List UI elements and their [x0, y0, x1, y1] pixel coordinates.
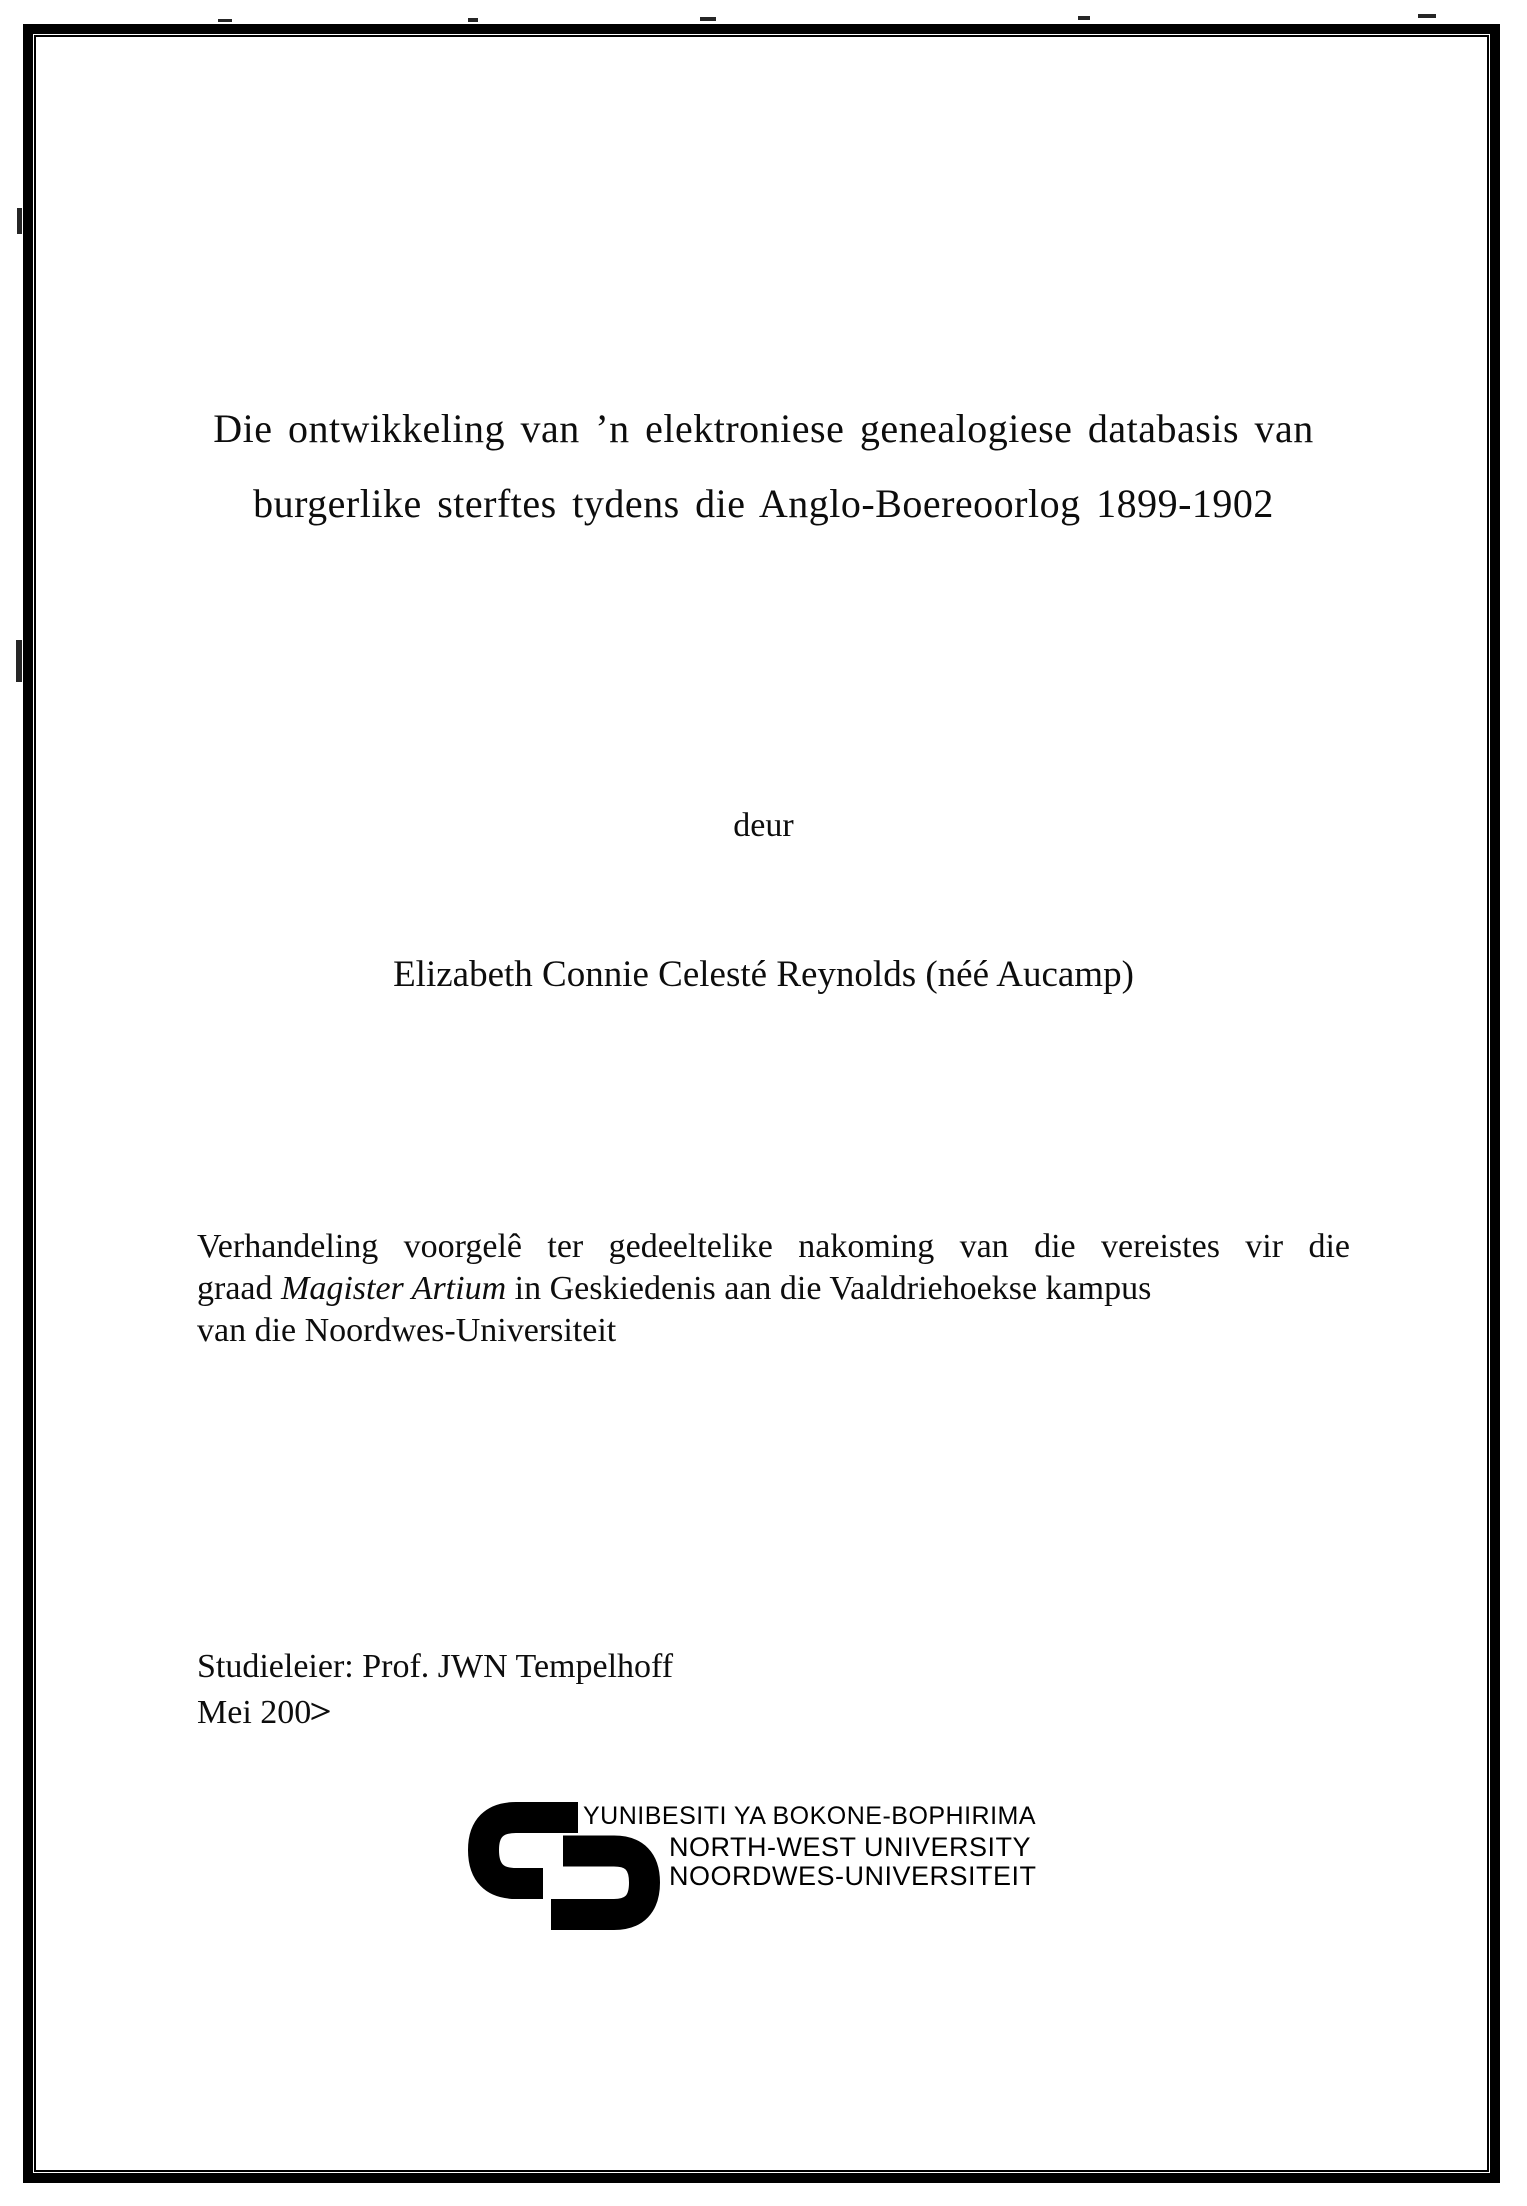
statement-line-3: van die Noordwes-Universiteit	[197, 1312, 617, 1349]
thesis-title	[90, 391, 1437, 541]
degree-name-italic: Magister Artium	[281, 1270, 507, 1307]
thesis-statement	[197, 1226, 1350, 1352]
author-name: Elizabeth Connie Celesté Reynolds (néé Aucamp)	[393, 954, 1134, 995]
distorted-digit-seven: >	[309, 1693, 333, 1732]
thesis-title-line-1: Die ontwikkeling van ’n elektroniese genealogiese databasis van	[213, 406, 1314, 451]
thesis-title-line-2: burgerlike sterftes tydens die Anglo-Boereoorlog 1899-1902	[253, 481, 1274, 526]
logo-text-setswana: YUNIBESITI YA BOKONE-BOPHIRIMA	[583, 1802, 1037, 1830]
scan-artifact	[1078, 16, 1090, 20]
supervisor-and-date	[197, 1644, 673, 1736]
statement-line-1: Verhandeling voorgelê ter gedeeltelike nakoming van die vereistes vir die	[197, 1228, 1350, 1265]
logo-d-link	[551, 1851, 645, 1915]
statement-line-2	[197, 1268, 1350, 1310]
logo-text-english: NORTH-WEST UNIVERSITY	[669, 1832, 1032, 1862]
scan-artifact	[700, 17, 716, 21]
scan-artifact	[218, 19, 232, 22]
statement-line-2-post: in Geskiedenis aan die Vaaldriehoekse kampus	[506, 1270, 1152, 1307]
scan-artifact	[17, 208, 22, 234]
scan-artifact	[16, 640, 22, 682]
scan-artifact	[1418, 14, 1436, 18]
date-prefix: Mei 200	[197, 1694, 312, 1731]
logo-text-afrikaans: NOORDWES-UNIVERSITEIT	[669, 1861, 1037, 1891]
scan-artifact	[468, 18, 478, 22]
statement-line-2-pre: graad	[197, 1270, 282, 1307]
date-line	[197, 1690, 673, 1736]
byline-deur: deur	[733, 807, 794, 844]
supervisor-line: Studieleier: Prof. JWN Tempelhoff	[197, 1648, 674, 1685]
